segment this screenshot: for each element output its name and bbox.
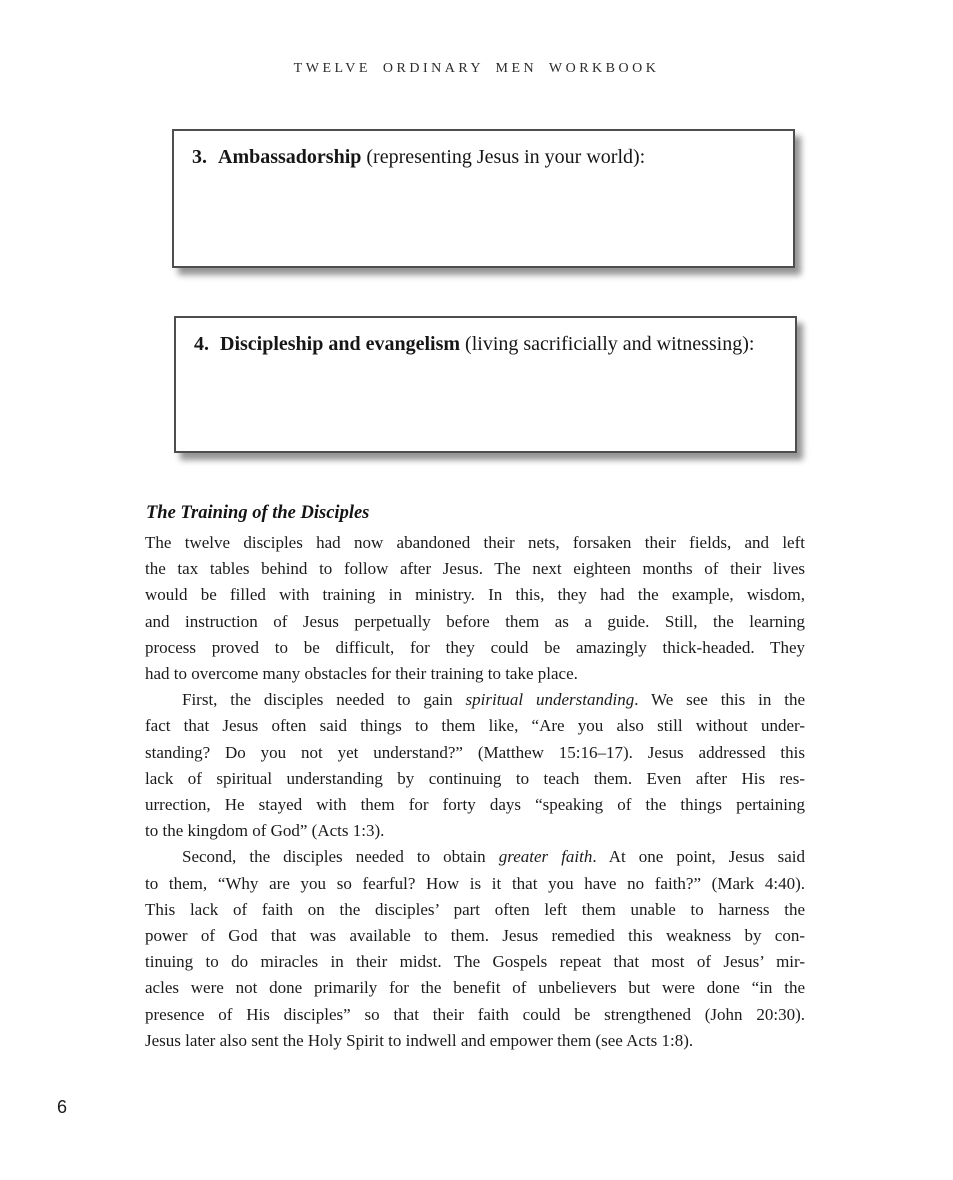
text-line: The twelve disciples had now abandoned their nets, forsaken their fields, and left <box>145 533 805 552</box>
text-line: the tax tables behind to follow after Jesus. The next eighteen months of their lives <box>145 559 805 579</box>
text-line: standing? Do you not yet understand?” (Matthew 15:16–17). Jesus addressed this <box>145 742 805 762</box>
text-line: Second, the disciples needed to obtain greater faith. At one point, Jesus said <box>182 847 805 867</box>
item-3-label <box>192 144 775 171</box>
body-content <box>145 501 805 1054</box>
text-line: process proved to be difficult, for they could be amazingly thick-headed. They <box>145 637 805 657</box>
text-line: This lack of faith on the disciples’ part often left them unable to harness the <box>145 899 805 919</box>
text-line: lack of spiritual understanding by continuing to teach them. Even after His res- <box>145 768 805 788</box>
text-line: First, the disciples needed to gain spiritual understanding. We see this in the <box>182 690 805 710</box>
running-header-title: TWELVE ORDINARY MEN WORKBOOK <box>293 61 660 76</box>
page-number: 6 <box>57 1097 68 1117</box>
item-3-description: (representing Jesus in your world): <box>366 146 646 168</box>
text-line: to the kingdom of God” (Acts 1:3). <box>145 821 385 841</box>
text-line: and instruction of Jesus perpetually before them as a guide. Still, the learning <box>145 611 805 631</box>
text-line: urrection, He stayed with them for forty days “speaking of the things pertaining <box>145 795 805 815</box>
item-3-term: Ambassadorship <box>218 146 362 168</box>
text-line: acles were not done primarily for the benefit of unbelievers but were done “in the <box>145 978 805 998</box>
item-4-term: Discipleship and evangelism <box>220 333 461 355</box>
item-3-number: 3. <box>192 146 207 168</box>
text-line: to them, “Why are you so fearful? How is it that you have no faith?” (Mark 4:40). <box>145 873 805 893</box>
text-line: Jesus later also sent the Holy Spirit to indwell and empower them (see Acts 1:8). <box>145 1030 694 1050</box>
item-4-description: (living sacrificially and witnessing): <box>465 333 755 355</box>
section-heading: The Training of the Disciples <box>146 503 370 523</box>
text-line: fact that Jesus often said things to them like, “Are you also still without under- <box>145 716 805 736</box>
text-line: tinuing to do miracles in their midst. The Gospels repeat that most of Jesus’ mir- <box>145 952 805 972</box>
answer-box-item-4 <box>174 316 797 453</box>
text-line: presence of His disciples” so that their faith could be strengthened (John 20:30). <box>145 1004 805 1024</box>
answer-box-item-3 <box>172 129 795 268</box>
body-paragraphs <box>145 530 805 1054</box>
text-line: had to overcome many obstacles for their training to take place. <box>145 664 578 684</box>
item-4-label <box>194 331 777 358</box>
text-line: power of God that was available to them. Jesus remedied this weakness by con- <box>145 926 805 946</box>
text-line: would be filled with training in ministry. In this, they had the example, wisdom, <box>145 585 805 605</box>
item-4-number: 4. <box>194 333 209 355</box>
